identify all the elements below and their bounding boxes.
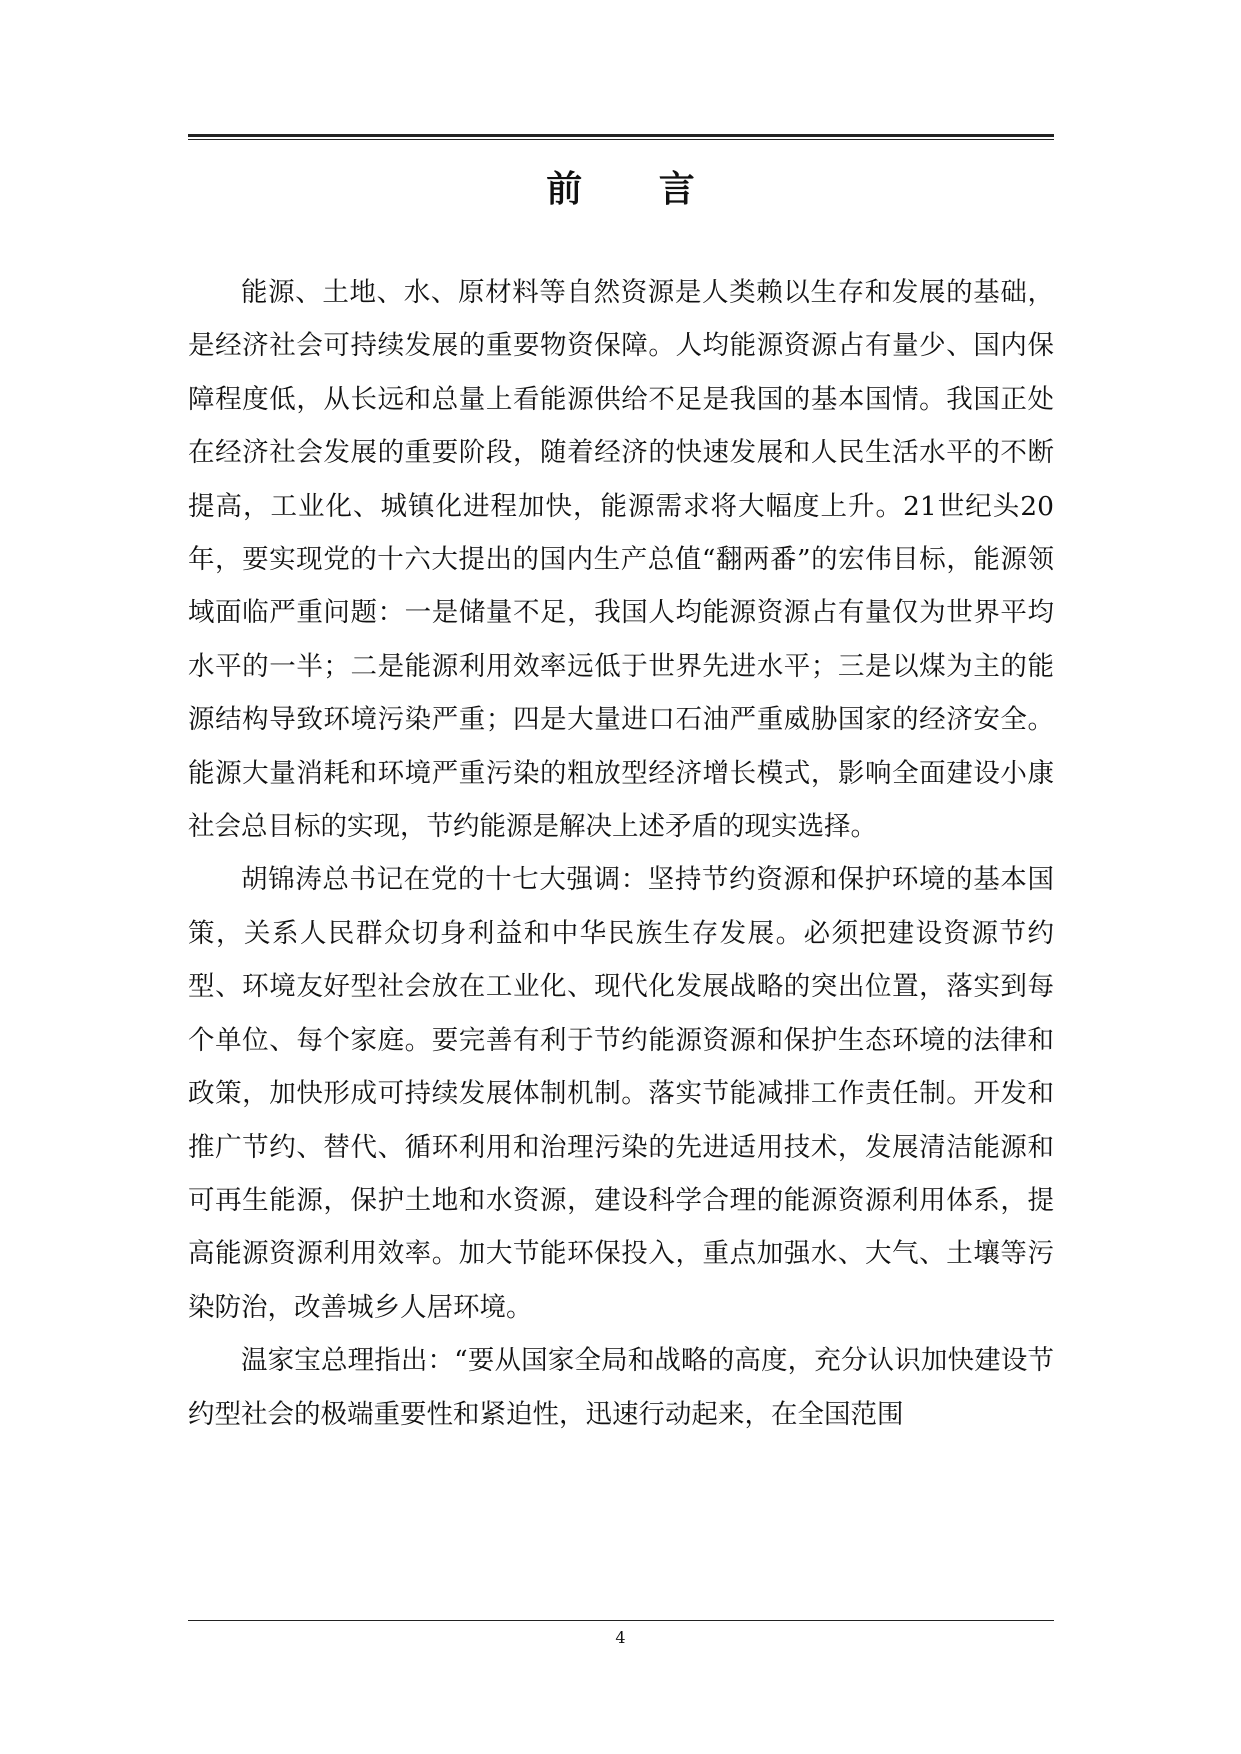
footer-rule: [188, 1620, 1054, 1621]
page-number: 4: [615, 1628, 626, 1647]
paragraph-3: 温家宝总理指出：“要从国家全局和战略的高度，充分认识加快建设节约型社会的极端重要性和紧迫性，迅速行动起来，在全国范围: [188, 1345, 1054, 1430]
paragraph-2: 胡锦涛总书记在党的十七大强调：坚持节约资源和保护环境的基本国策，关系人民群众切身利益和中华民族生存发展。必须把建设资源节约型、环境友好型社会放在工业化、现代化发展战略的突出位置，落实到每个单位、每个家庭。要完善有利于节约能源资源和保护生态环境的法律和政策，加快形成可持续发展体制机制。落实节能减排工作责任制。开发和推广节约、替代、循环利用和治理污染的先进适用技术，发展清洁能源和可再生能源，保护土地和水资源，建设科学合理的能源资源利用体系，提高能源资源利用效率。加大节能环保投入，重点加强水、大气、土壤等污染防治，改善城乡人居环境。: [188, 864, 1054, 1323]
body-text: [188, 266, 1054, 1441]
header-rule: [188, 134, 1054, 140]
paragraph-1: 能源、土地、水、原材料等自然资源是人类赖以生存和发展的基础，是经济社会可持续发展的重要物资保障。人均能源资源占有量少、国内保障程度低，从长远和总量上看能源供给不足是我国的基本国情。我国正处在经济社会发展的重要阶段，随着经济的快速发展和人民生活水平的不断提高，工业化、城镇化进程加快，能源需求将大幅度上升。21世纪头20年，要实现党的十六大提出的国内生产总值“翻两番”的宏伟目标，能源领域面临严重问题：一是储量不足，我国人均能源资源占有量仅为世界平均水平的一半；二是能源利用效率远低于世界先进水平；三是以煤为主的能源结构导致环境污染严重；四是大量进口石油严重威胁国家的经济安全。能源大量消耗和环境严重污染的粗放型经济增长模式，影响全面建设小康社会总目标的实现，节约能源是解决上述矛盾的现实选择。: [188, 277, 1054, 843]
page-title: 前 言: [546, 169, 727, 210]
